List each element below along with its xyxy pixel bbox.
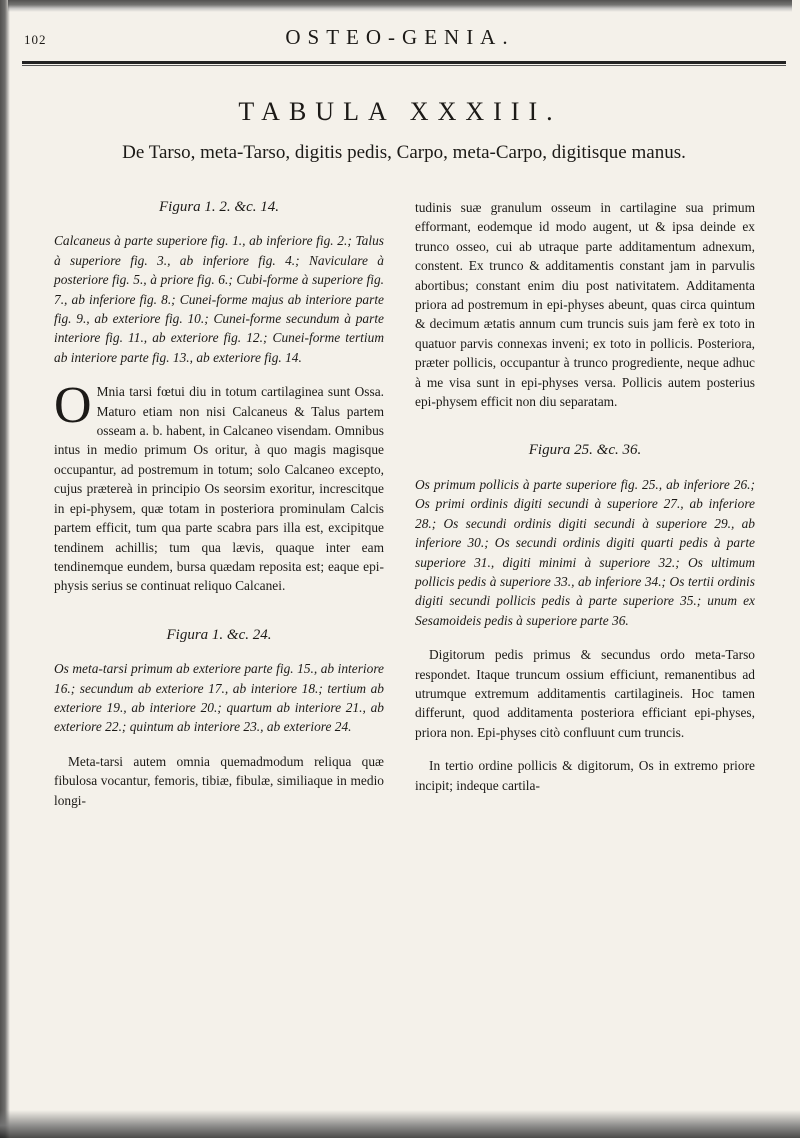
running-head: OSTEO-GENIA. — [285, 25, 515, 49]
figure-caption-tarsus: Calcaneus à parte superiore fig. 1., ab inferiore fig. 2.; Talus à superiore fig. 3., ab inferiore fig. 4.; Naviculare à posteriore fig. 5., à priore fig. 6.; Cubi-forme à superiore fig. 7., ab inferiore fig. 8.; Cunei-forme majus ab interiore parte fig. 9., ab exteriore fig. 10.; Cunei-forme secundum à parte interiore fig. 11., ab exteriore fig. 12.; Cunei-forme tertium ab interiore parte fig. 13., ab exteriore fig. 14. — [54, 233, 384, 365]
drop-cap: O — [54, 377, 92, 435]
page-edge-shadow-top — [8, 0, 792, 12]
header-rule — [22, 61, 786, 66]
paragraph-digits: Digitorum pedis primus & secundus ordo meta-Tarso respondet. Itaque truncum ossium efficiunt, remanentibus ad utrumque extremum additamentis cartilagineis. Hoc tamen differunt, quod additamenta posteriora efficiant epi-physes, priora non. Epi-physes citò confluunt cum truncis. — [415, 647, 755, 740]
page-edge-shadow-left — [0, 0, 10, 1138]
figure-heading-25-36: Figura 25. &c. 36. — [528, 442, 642, 459]
right-column — [415, 198, 755, 795]
paragraph-tarsus-text: Mnia tarsi fœtui diu in totum cartilaginea sunt Ossa. Maturo etiam non nisi Calcaneus & Talus partem osseam a. b. habent, in Calcaneo visendam. Omnibus intus in medio primum Os oritur, à quo magis magisque occupantur, ad postremum in totum; solo Calcaneo excepto, cujus prætereà in principio Os seorsim exoritur, increscitque in epi-physem, quæ totam in posteriora prominulam Calcis partem efficit, tum qua parte scabra pars illa est, excipitque tendinem achillis; tum qua lævis, quaque inter eam tendinemque eundem, bursa quædam reposita est; eaque epi-physis serius se continuat reliquo Calcanei. — [54, 384, 384, 594]
left-column — [54, 198, 384, 810]
paragraph-metatarsus-continued: tudinis suæ granulum osseum in cartilagine sua primum efformant, eodemque id modo augent, ut & ipsa deinde ex trunco osseo, cui ab utraque parte additamentum adnexum, constent. Ex trunco & additamentis constant jam in parvulis abortibus; constant enim diu post nativitatem. Additamenta priora ad postremum in epi-physes abeunt, quas circa quintum & decimum ætatis annum cum truncis suis jam ferè ex toto in quatuor parvis connexas inveni; ex toto in pollicis. Posteriora, præter pollicis, occupantur à trunco progrediente, neque adhuc à me visa sunt in epi-physes versa. Pollicis autem posterius epi-physem efficit non diu separatam. — [415, 200, 755, 410]
page-number: 102 — [24, 32, 47, 47]
plate-title: TABULA XXXIII. — [238, 97, 562, 126]
paragraph-tarsus — [54, 377, 384, 595]
figure-heading-1-14: Figura 1. 2. &c. 14. — [159, 199, 279, 215]
paragraph-third-row: In tertio ordine pollicis & digitorum, Os in extremo priore incipit; indeque cartila- — [415, 758, 755, 793]
figure-caption-digits: Os primum pollicis à parte superiore fig. 25., ab inferiore 26.; Os primi ordinis digiti secundi à superiore 27., ab inferiore 28.; Os secundi ordinis digiti secundi à superiore 29., ab inferiore 30.; Os secundi ordinis digiti quarti pedis à parte superiore 31., digiti minimi à superiore 32.; Os ultimum pollicis pedis à superiore 33., ab inferiore 34.; Os tertii ordinis digiti secundi pollicis pedis à parte superiore 35.; unum ex Sesamoideis pedis à superiore parte 36. — [415, 476, 755, 628]
paragraph-metatarsus: Meta-tarsi autem omnia quemadmodum reliqua quæ fibulosa vocantur, femoris, tibiæ, fibulæ, similiaque in medio longi- — [54, 753, 384, 808]
page-edge-shadow-bottom — [0, 1110, 800, 1138]
plate-subtitle: De Tarso, meta-Tarso, digitis pedis, Carpo, meta-Carpo, digitisque manus. — [122, 142, 686, 163]
figure-heading-1-24: Figura 1. &c. 24. — [166, 626, 272, 643]
figure-caption-metatarsus: Os meta-tarsi primum ab exteriore parte fig. 15., ab interiore 16.; secundum ab exteriore 17., ab interiore 18.; tertium ab exteriore 19., ab interiore 20.; quartum ab interiore 21., ab exteriore 22.; quintum ab interiore 23., ab exteriore 24. — [54, 661, 384, 735]
